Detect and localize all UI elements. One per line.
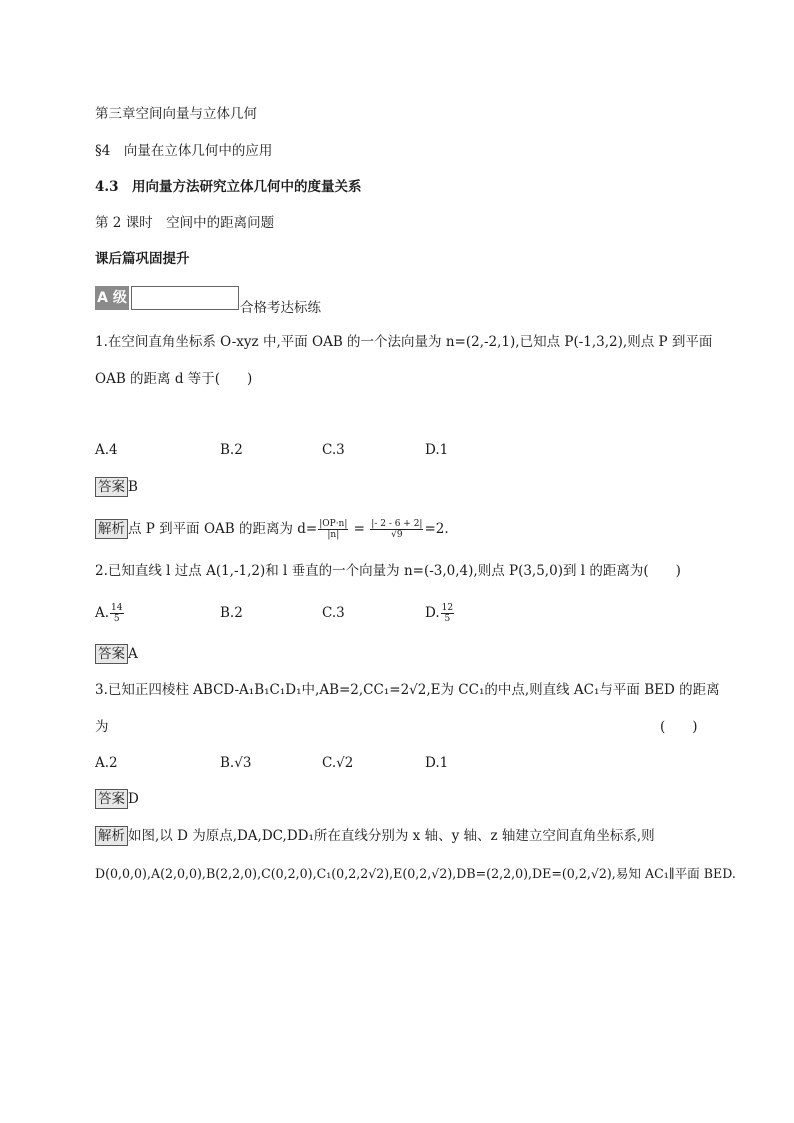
level-blank-box (131, 286, 239, 310)
chapter-title: 第三章空间向量与立体几何 (95, 106, 257, 122)
q2-answer-value: A (128, 646, 138, 662)
q1-frac1-denominator: |n| (327, 530, 340, 540)
answer-tag: 答案 (95, 644, 128, 664)
q3-option-b: B.√3 (220, 755, 252, 771)
answer-tag: 答案 (95, 477, 128, 497)
q1-option-a: A.4 (95, 442, 118, 458)
practice-title: 课后篇巩固提升 (95, 251, 190, 267)
q1-option-d: D.1 (425, 442, 449, 458)
subsection-title: 4.3 用向量方法研究立体几何中的度量关系 (95, 179, 362, 195)
q2-option-d-label: D. (425, 605, 440, 621)
q3-analysis-line1 (95, 826, 655, 846)
q1-analysis-result: =2. (424, 521, 449, 537)
q2-option-d-den: 5 (444, 614, 451, 624)
q2-option-a-label: A. (95, 605, 110, 621)
analysis-tag: 解析 (95, 826, 128, 846)
q3-analysis-line2: D(0,0,0),A(2,0,0),B(2,2,0),C(0,2,0),C₁(0,2,2√2),E(0,2,√2),DB=(2,2,0),DE=(0,2,√2),易知 AC₁∥平面 BED. (95, 866, 736, 881)
q3-option-d: D.1 (425, 755, 449, 771)
q3-stem-line2: 为 (95, 719, 109, 735)
q1-analysis-text: 点 P 到平面 OAB 的距离为 d= (128, 521, 318, 537)
q1-equals: = (349, 521, 370, 537)
q3-analysis-text1: 如图,以 D 为原点,DA,DC,DD₁所在直线分别为 x 轴、y 轴、z 轴建立空间直角坐标系,则 (128, 828, 655, 844)
q2-option-a-num: 14 (111, 603, 123, 613)
q1-stem-line2: OAB 的距离 d 等于( ) (95, 371, 253, 387)
lesson-title: 第 2 课时 空间中的距离问题 (95, 215, 275, 231)
section-title: §4 向量在立体几何中的应用 (95, 143, 273, 159)
q3-stem-line1: 3.已知正四棱柱 ABCD-A₁B₁C₁D₁中,AB=2,CC₁=2√2,E为 CC₁的中点,则直线 AC₁与平面 BED 的距离 (95, 682, 720, 698)
q2-option-c: C.3 (322, 605, 345, 621)
q1-frac1-numerator: |OP·n| (319, 519, 348, 529)
q1-option-c: C.3 (322, 442, 345, 458)
analysis-tag: 解析 (95, 519, 128, 539)
q1-option-b: B.2 (220, 442, 243, 458)
level-tag: A 级 (95, 286, 129, 310)
q3-answer-paren: ( ) (660, 719, 698, 735)
q1-frac2-numerator: |- 2 - 6 + 2| (371, 519, 423, 529)
q2-answer (95, 644, 138, 664)
q1-fraction-2 (370, 519, 423, 540)
level-label: 合格考达标练 (240, 300, 321, 316)
q1-fraction-1 (318, 519, 348, 540)
q1-analysis (95, 519, 449, 540)
q2-option-a-fraction (110, 603, 123, 624)
q2-option-d-fraction (441, 603, 454, 624)
q2-option-d-num: 12 (441, 603, 454, 613)
q1-frac2-denominator: √9 (391, 530, 403, 540)
q2-option-a (95, 603, 125, 624)
q3-answer (95, 789, 139, 809)
q3-option-a: A.2 (95, 755, 118, 771)
q2-option-b: B.2 (220, 605, 243, 621)
q3-option-c: C.√2 (322, 755, 354, 771)
q2-option-d (425, 603, 455, 624)
q3-answer-value: D (128, 791, 139, 807)
q2-option-a-den: 5 (113, 614, 120, 624)
q1-answer (95, 477, 138, 497)
q1-stem-line1: 1.在空间直角坐标系 O-xyz 中,平面 OAB 的一个法向量为 n=(2,-2,1),已知点 P(-1,3,2),则点 P 到平面 (95, 334, 713, 350)
q1-answer-value: B (128, 479, 138, 495)
answer-tag: 答案 (95, 789, 128, 809)
q2-stem-line1: 2.已知直线 l 过点 A(1,-1,2)和 l 垂直的一个向量为 n=(-3,0,4),则点 P(3,5,0)到 l 的距离为( ) (95, 563, 681, 579)
